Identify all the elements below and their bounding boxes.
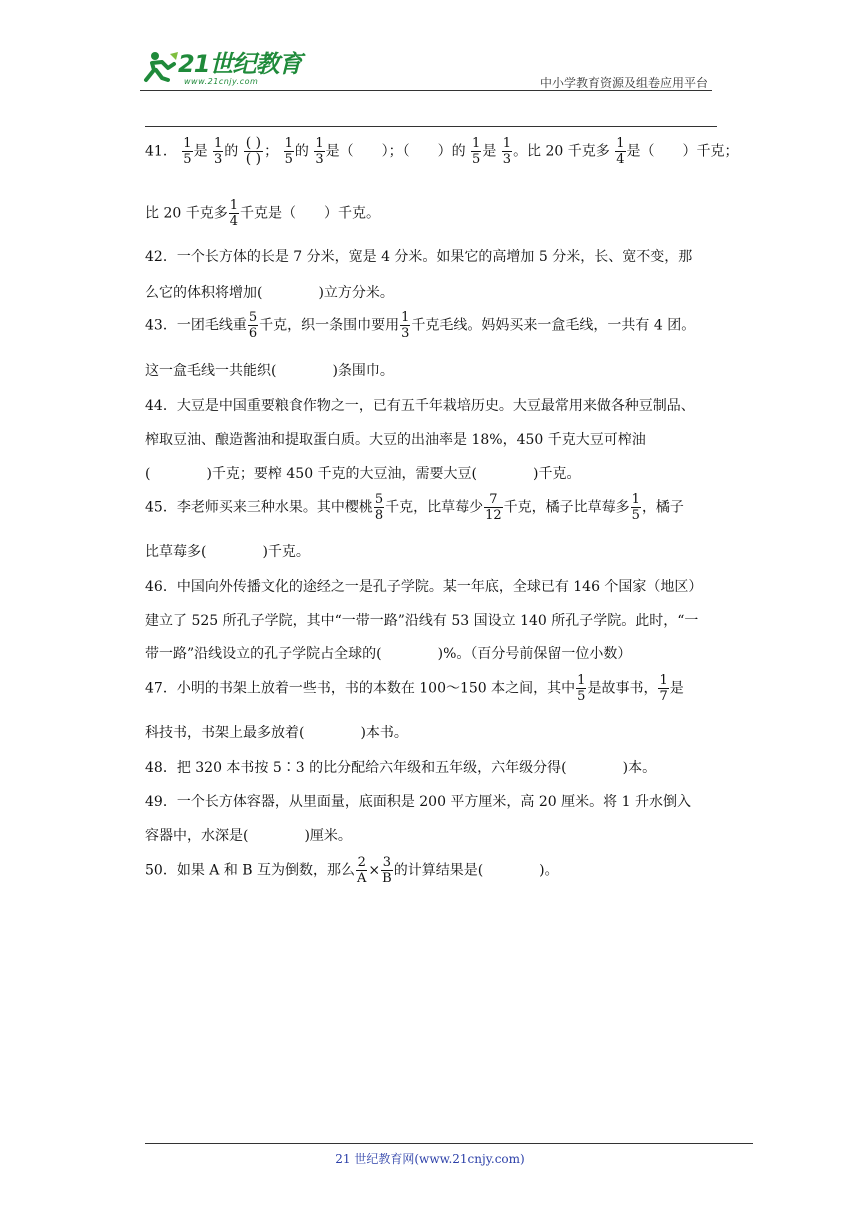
fraction: $\frac{1}{5}$ [577,673,586,704]
question-44-line-2: 榨取豆油、酿造酱油和提取蛋白质。大豆的出油率是 18%，450 千克大豆可榨油 [145,432,646,448]
runner-logo-icon [140,50,180,84]
question-number: 41． [145,143,177,160]
footer-divider [145,1143,753,1144]
fraction: $\frac{1}{3}$ [401,310,410,341]
question-48-line-1: 48．把 320 本书按 5∶3 的比分配给六年级和五年级，六年级分得( )本。 [145,760,657,776]
fraction: $\frac{1}{3}$ [315,136,324,167]
logo-url: www.21cnjy.com [184,77,259,86]
question-41-line-1: 41． $\frac{1}{5}$ 是 $\frac{1}{3}$ 的 $\frac{( )}{( )}$ ； $\frac{1}{5}$ 的 $\frac{1}{3}$ 是（ ）；（ ）的 $\frac{1}{5}$ 是 $\frac{1}{3}$ 。比 20 千克多 $\frac{1}{4}$ 是（ ）千克； [145,135,739,167]
question-50-line-1: 50．如果 A 和 B 互为倒数，那么 $\frac{2}{A}$ × $\frac{3}{B}$ 的计算结果是( )。 [145,855,559,886]
page-header [0,0,860,100]
question-49-line-2: 容器中，水深是( )厘米。 [145,828,352,844]
logo-text: 21世纪教育 [178,50,302,78]
question-42-line-1: 42．一个长方体的长是 7 分米，宽是 4 分米。如果它的高增加 5 分米，长、宽不变，那 [145,249,693,265]
question-43-line-2: 这一盒毛线一共能织( )条围巾。 [145,363,394,379]
question-41-line-2: 比 20 千克多 $\frac{1}{4}$ 千克是（ ）千克。 [145,198,380,229]
fraction: $\frac{5}{6}$ [248,310,258,341]
question-46-line-1: 46．中国向外传播文化的途经之一是孔子学院。某一年底，全球已有 146 个国家（地区） [145,579,703,595]
question-45-line-2: 比草莓多( )千克。 [145,544,310,560]
fraction: $\frac{1}{5}$ [472,136,481,167]
fraction: $\frac{1}{5}$ [284,136,293,167]
fraction: $\frac{1}{4}$ [229,198,238,229]
question-44-line-3: ( )千克；要榨 450 千克的大豆油，需要大豆( )千克。 [145,466,581,482]
question-47-line-2: 科技书，书架上最多放着( )本书。 [145,725,408,741]
fraction: $\frac{1}{5}$ [631,492,640,523]
question-46-line-3: 带一路”沿线设立的孔子学院占全球的( )%。（百分号前保留一位小数） [145,646,632,662]
fraction: $\frac{1}{4}$ [616,136,625,167]
header-tagline: 中小学教育资源及组卷应用平台 [539,76,708,90]
fraction: $\frac{1}{7}$ [659,673,668,704]
question-43-line-1: 43．一团毛线重 $\frac{5}{6}$ 千克，织一条围巾要用 $\frac{1}{3}$ 千克毛线。妈妈买来一盒毛线，一共有 4 团。 [145,310,696,341]
question-45-line-1: 45．李老师买来三种水果。其中樱桃 $\frac{5}{8}$ 千克，比草莓少 $\frac{7}{12}$ 千克，橘子比草莓多 $\frac{1}{5}$ ，橘子 [145,492,684,523]
fraction: $\frac{7}{12}$ [485,492,502,523]
fraction: $\frac{2}{A}$ [357,855,367,886]
question-46-line-2: 建立了 525 所孔子学院，其中“一带一路”沿线有 53 国设立 140 所孔子学院。此时，“一 [145,613,699,629]
fraction: $\frac{1}{3}$ [214,136,223,167]
fraction: $\frac{5}{8}$ [374,492,384,523]
content-divider [145,126,717,127]
site-logo[interactable] [140,48,315,90]
fraction: $\frac{3}{B}$ [382,855,392,886]
header-divider [140,90,712,91]
fraction: $\frac{1}{3}$ [502,136,512,167]
blank-fraction[interactable]: $\frac{( )}{( )}$ [245,135,262,167]
fraction: $\frac{1}{5}$ [183,136,192,167]
question-47-line-1: 47．小明的书架上放着一些书，书的本数在 100～150 本之间，其中 $\frac{1}{5}$ 是故事书， $\frac{1}{7}$ 是 [145,673,684,704]
question-44-line-1: 44．大豆是中国重要粮食作物之一，已有五千年栽培历史。大豆最常用来做各种豆制品、 [145,398,695,414]
question-42-line-2: 么它的体积将增加( )立方分米。 [145,285,394,301]
question-49-line-1: 49．一个长方体容器，从里面量，底面积是 200 平方厘米，高 20 厘米。将 1 升水倒入 [145,794,691,810]
footer-link[interactable]: 21 世纪教育网(www.21cnjy.com) [335,1152,525,1166]
